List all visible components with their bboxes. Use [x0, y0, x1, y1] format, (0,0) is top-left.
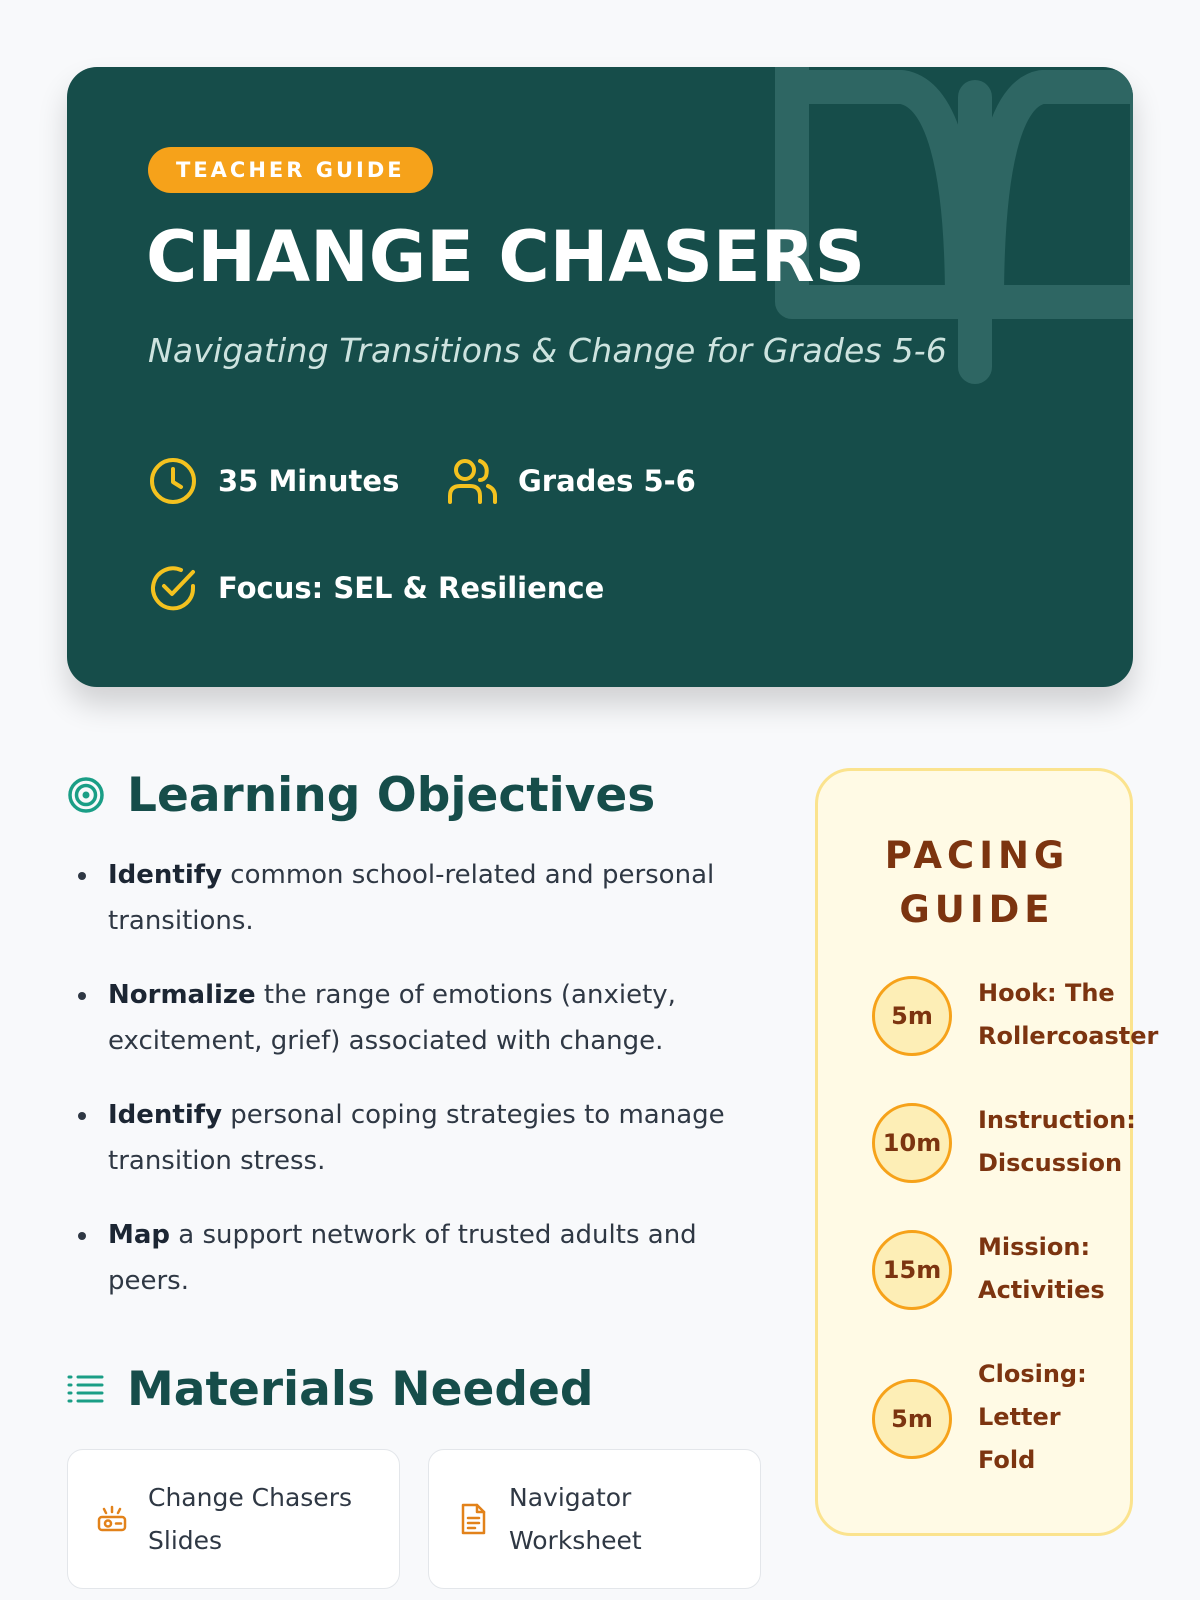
users-icon	[446, 456, 498, 506]
target-icon	[67, 776, 105, 814]
pacing-time-badge: 15m	[872, 1230, 952, 1310]
list-item	[78, 1092, 738, 1184]
objective-text: the range of emotions (anxiety, excitement, grief) associated with change.	[108, 980, 676, 1056]
objective-text: common school-related and personal transitions.	[108, 860, 715, 936]
material-card-slides	[67, 1449, 400, 1589]
pacing-step-label: Closing: Letter Fold	[978, 1360, 1087, 1474]
pacing-time-badge: 10m	[872, 1103, 952, 1183]
teacher-guide-badge: TEACHER GUIDE	[148, 147, 433, 193]
check-circle-icon	[148, 563, 198, 613]
objective-verb: Map	[108, 1220, 171, 1250]
pacing-time-badge: 5m	[872, 976, 952, 1056]
materials-heading	[67, 1358, 594, 1420]
objective-verb: Normalize	[108, 980, 256, 1010]
list-item	[78, 852, 738, 944]
material-card-worksheet	[428, 1449, 761, 1589]
materials-heading-text: Materials Needed	[127, 1361, 594, 1417]
duration-meta	[148, 451, 399, 511]
lesson-subtitle: Navigating Transitions & Change for Grades 5-6	[148, 331, 948, 370]
lesson-title: CHANGE CHASERS	[146, 216, 866, 298]
pacing-guide-card	[815, 768, 1159, 1536]
objectives-heading-text: Learning Objectives	[127, 767, 656, 823]
list-item	[78, 972, 738, 1064]
objective-verb: Identify	[108, 860, 223, 890]
objectives-list	[78, 852, 738, 1332]
clock-icon	[148, 456, 198, 506]
focus-text: Focus: SEL & Resilience	[218, 571, 605, 605]
list-item	[78, 1212, 738, 1304]
pacing-title: PACING GUIDE	[884, 834, 1070, 931]
hero-card	[67, 67, 1133, 687]
focus-meta	[148, 558, 604, 618]
material-label: Navigator Worksheet	[509, 1483, 642, 1555]
pacing-step-label: Hook: The Rollercoaster	[978, 979, 1159, 1050]
pacing-step-label: Instruction: Discussion	[978, 1106, 1136, 1177]
grades-meta	[446, 451, 696, 511]
pacing-time-badge: 5m	[872, 1379, 952, 1459]
duration-text: 35 Minutes	[218, 464, 400, 498]
objective-verb: Identify	[108, 1100, 223, 1130]
objectives-heading	[67, 764, 655, 826]
material-label: Change Chasers Slides	[148, 1483, 352, 1555]
document-icon	[457, 1502, 489, 1536]
objective-text: a support network of trusted adults and peers.	[108, 1220, 697, 1296]
pacing-step-label: Mission: Activities	[978, 1233, 1105, 1304]
objective-text: personal coping strategies to manage transition stress.	[108, 1100, 725, 1176]
projector-icon	[96, 1503, 128, 1535]
list-icon	[67, 1372, 105, 1406]
grades-text: Grades 5-6	[518, 464, 696, 498]
